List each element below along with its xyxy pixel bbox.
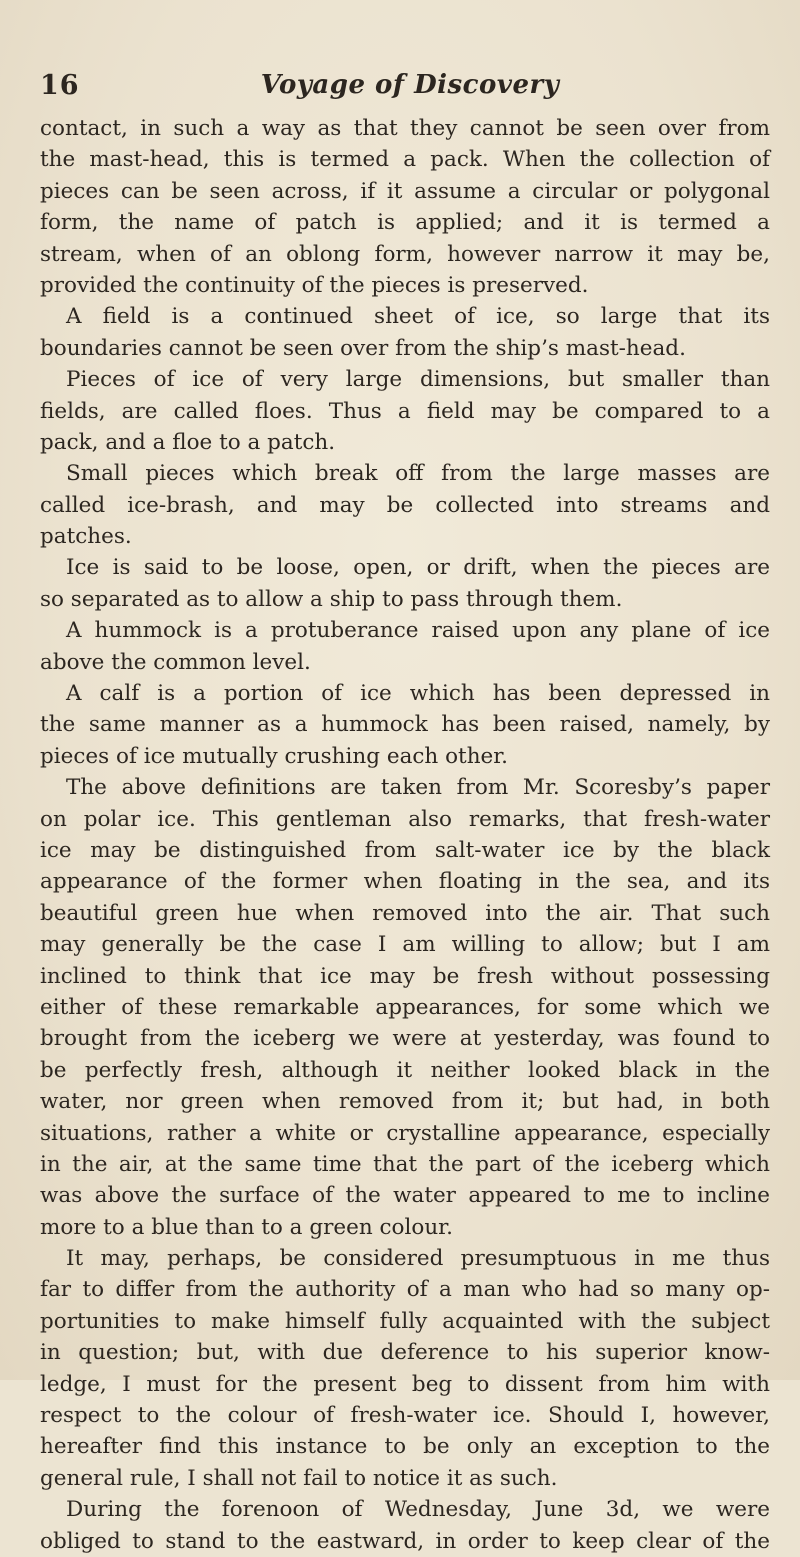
text-line: Small pieces which break off from the large masses are — [66, 461, 770, 487]
text-line: contact, in such a way as that they cannot be seen over from — [40, 116, 770, 141]
text-line: appearance of the former when floating in the sea, and its — [40, 869, 770, 895]
text-line: pieces can be seen across, if it assume a circular or polygonal — [40, 178, 770, 204]
text-line: the same manner as a hummock has been raised, namely, by — [40, 712, 770, 738]
text-line: be perfectly fresh, although it neither looked black in the — [40, 1057, 770, 1083]
page-header — [40, 70, 780, 110]
text-line: During the forenoon of Wednesday, June 3d, we were — [66, 1497, 770, 1523]
text-line: provided the continuity of the pieces is preserved. — [40, 272, 589, 298]
text-line: called ice-brash, and may be collected into streams and — [40, 492, 770, 518]
text-line: so separated as to allow a ship to pass through them. — [40, 586, 623, 612]
text-line: portunities to make himself fully acquainted with the subject — [40, 1308, 770, 1334]
text-line: either of these remarkable appearances, for some which we — [40, 994, 770, 1020]
text-line: ledge, I must for the present beg to dissent from him with — [40, 1371, 770, 1397]
text-line: patches. — [40, 524, 132, 550]
text-line: respect to the colour of fresh-water ice. Should I, however, — [40, 1403, 770, 1429]
text-line: A calf is a portion of ice which has been depressed in — [66, 681, 770, 707]
text-line: A hummock is a protuberance raised upon any plane of ice — [66, 618, 770, 644]
text-line: was above the surface of the water appeared to me to incline — [40, 1183, 770, 1209]
text-line: beautiful green hue when removed into the air. That such — [40, 900, 770, 926]
running-title: Voyage of Discovery — [260, 70, 560, 100]
text-line: fields, are called floes. Thus a field may be compared to a — [40, 398, 770, 424]
text-line: pack, and a floe to a patch. — [40, 429, 336, 455]
text-line: A field is a continued sheet of ice, so large that its — [66, 304, 770, 330]
text-line: Pieces of ice of very large dimensions, but smaller than — [66, 367, 770, 393]
text-line: hereafter find this instance to be only an exception to the — [40, 1434, 770, 1460]
text-line: ice may be distinguished from salt-water ice by the black — [40, 837, 770, 863]
text-line: brought from the iceberg we were at yesterday, was found to — [40, 1026, 770, 1052]
text-line: Ice is said to be loose, open, or drift, when the pieces are — [66, 555, 770, 581]
text-line: The above definitions are taken from Mr. Scoresby’s paper — [66, 775, 770, 801]
text-line: the mast-head, this is termed a pack. When the collection of — [40, 147, 770, 173]
text-line: in the air, at the same time that the part of the iceberg which — [40, 1151, 770, 1177]
text-line: situations, rather a white or crystalline appearance, especially — [40, 1120, 770, 1146]
text-line: general rule, I shall not fail to notice it as such. — [40, 1465, 558, 1491]
text-line: far to differ from the authority of a man who had so many op- — [40, 1277, 770, 1303]
text-line: may generally be the case I am willing to allow; but I am — [40, 932, 770, 958]
body-text — [40, 113, 770, 1557]
text-line: obliged to stand to the eastward, in order to keep clear of the — [40, 1528, 770, 1554]
text-line: boundaries cannot be seen over from the ship’s mast-head. — [40, 335, 686, 361]
text-line: form, the name of patch is applied; and it is termed a — [40, 210, 770, 236]
page-number: 16 — [40, 70, 80, 101]
text-line: pieces of ice mutually crushing each other. — [40, 743, 509, 769]
text-line: inclined to think that ice may be fresh without possessing — [40, 963, 770, 989]
text-line: on polar ice. This gentleman also remarks, that fresh-water — [40, 806, 770, 832]
text-line: It may, perhaps, be considered presumptuous in me thus — [66, 1246, 770, 1272]
text-line: more to a blue than to a green colour. — [40, 1214, 453, 1240]
text-line: in question; but, with due deference to his superior know- — [40, 1340, 770, 1366]
text-line: stream, when of an oblong form, however narrow it may be, — [40, 241, 770, 267]
text-line: water, nor green when removed from it; but had, in both — [40, 1089, 770, 1115]
text-line: above the common level. — [40, 649, 311, 675]
